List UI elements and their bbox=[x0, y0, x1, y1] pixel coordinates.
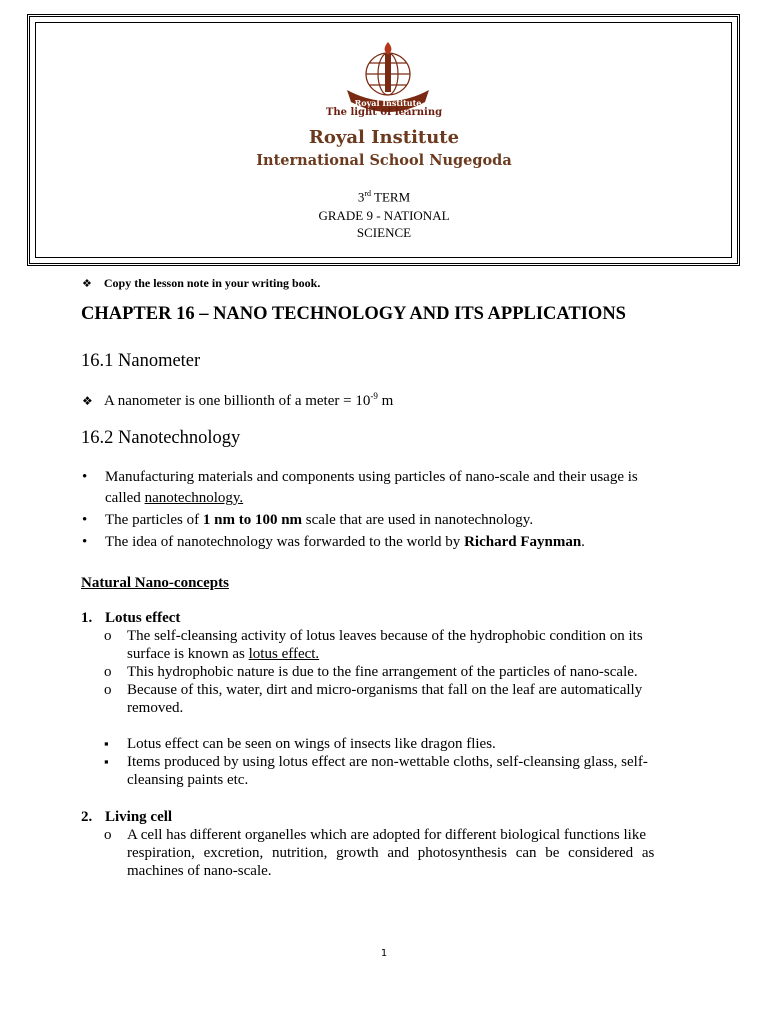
grade-label: GRADE 9 - NATIONAL bbox=[318, 208, 450, 223]
item1-title: Lotus effect bbox=[105, 610, 181, 626]
institute-name: Royal Institute bbox=[308, 127, 460, 148]
nanometer-definition bbox=[82, 391, 393, 410]
nanotech-b2 bbox=[105, 512, 533, 529]
lotus-o3-line2: removed. bbox=[127, 700, 184, 716]
term-suffix: rd bbox=[364, 189, 372, 198]
lotus-s1: Lotus effect can be seen on wings of insects like dragon flies. bbox=[127, 736, 496, 752]
cell-o1-line3: machines of nano-scale. bbox=[127, 863, 272, 879]
diamond-bullet-icon: ❖ bbox=[82, 277, 92, 290]
b3-text: The idea of nanotechnology was forwarded to the world by bbox=[105, 534, 465, 550]
b3-text-post: . bbox=[581, 534, 585, 550]
nanotech-b1-line2 bbox=[105, 490, 243, 507]
section-heading-nanometer: 16.1 Nanometer bbox=[81, 351, 201, 371]
section-heading-nanotechnology: 16.2 Nanotechnology bbox=[81, 428, 241, 448]
nanotech-b3 bbox=[105, 534, 585, 551]
circle-bullet-icon: o bbox=[104, 628, 112, 644]
nanotech-b1-line1: Manufacturing materials and components using particles of nano-scale and their usage is bbox=[105, 469, 638, 485]
school-name: International School Nugegoda bbox=[256, 152, 512, 169]
square-bullet-icon: ▪ bbox=[104, 754, 109, 769]
lotus-s2-line2: cleansing paints etc. bbox=[127, 772, 249, 788]
b1-line2-underlined: nanotechnology. bbox=[144, 490, 244, 506]
term-label bbox=[0, 189, 768, 205]
term-word: TERM bbox=[371, 189, 411, 205]
definition-unit: m bbox=[377, 393, 394, 409]
definition-text: A nanometer is one billionth of a meter = 10 bbox=[104, 393, 371, 409]
b2-bold: 1 nm to 100 nm bbox=[202, 512, 303, 528]
b3-bold: Richard Faynman bbox=[464, 534, 582, 550]
lotus-o1-line1: The self-cleansing activity of lotus leaves because of the hydrophobic condition on its bbox=[127, 628, 643, 644]
lotus-o1-line2 bbox=[127, 646, 319, 663]
definition-exponent: -9 bbox=[370, 391, 378, 401]
cell-o1-line1: A cell has different organelles which are adopted for different biological functions like bbox=[127, 827, 646, 843]
lotus-o1-underlined: lotus effect. bbox=[248, 646, 320, 662]
b1-line2-text: called bbox=[105, 490, 145, 506]
b2-text-post: scale that are used in nanotechnology. bbox=[302, 512, 534, 528]
natural-nano-heading: Natural Nano-concepts bbox=[81, 575, 229, 591]
page-number: 1 bbox=[380, 948, 388, 959]
item2-title: Living cell bbox=[105, 809, 173, 825]
logo-motto: The light of learning bbox=[325, 107, 443, 118]
square-bullet-icon: ▪ bbox=[104, 736, 109, 751]
b2-text: The particles of bbox=[105, 512, 203, 528]
circle-bullet-icon: o bbox=[104, 682, 112, 698]
lotus-s2-line1: Items produced by using lotus effect are non-wettable cloths, self-cleansing glass, self- bbox=[127, 754, 648, 770]
lotus-o3-line1: Because of this, water, dirt and micro-organisms that fall on the leaf are automatically bbox=[127, 682, 643, 698]
diamond-bullet-icon: ❖ bbox=[82, 394, 93, 408]
item2-number: 2. bbox=[81, 809, 93, 825]
bullet-dot-icon: • bbox=[82, 534, 88, 550]
circle-bullet-icon: o bbox=[104, 664, 112, 680]
copy-note-text: Copy the lesson note in your writing book. bbox=[103, 276, 321, 290]
term-number: 3 bbox=[357, 189, 365, 205]
circle-bullet-icon: o bbox=[104, 827, 112, 843]
logo-text: Royal Institute bbox=[354, 98, 422, 108]
lotus-o2: This hydrophobic nature is due to the fine arrangement of the particles of nano-scale. bbox=[127, 664, 638, 680]
chapter-title: CHAPTER 16 – NANO TECHNOLOGY AND ITS APPLICATIONS bbox=[81, 304, 626, 324]
subject-label: SCIENCE bbox=[356, 225, 412, 240]
bullet-dot-icon: • bbox=[82, 469, 88, 485]
cell-o1-line2: respiration, excretion, nutrition, growth and photosynthesis can be considered as bbox=[127, 845, 655, 861]
bullet-dot-icon: • bbox=[82, 512, 88, 528]
lotus-o1-text: surface is known as bbox=[127, 646, 249, 662]
item1-number: 1. bbox=[81, 610, 93, 626]
copy-note bbox=[82, 276, 320, 291]
